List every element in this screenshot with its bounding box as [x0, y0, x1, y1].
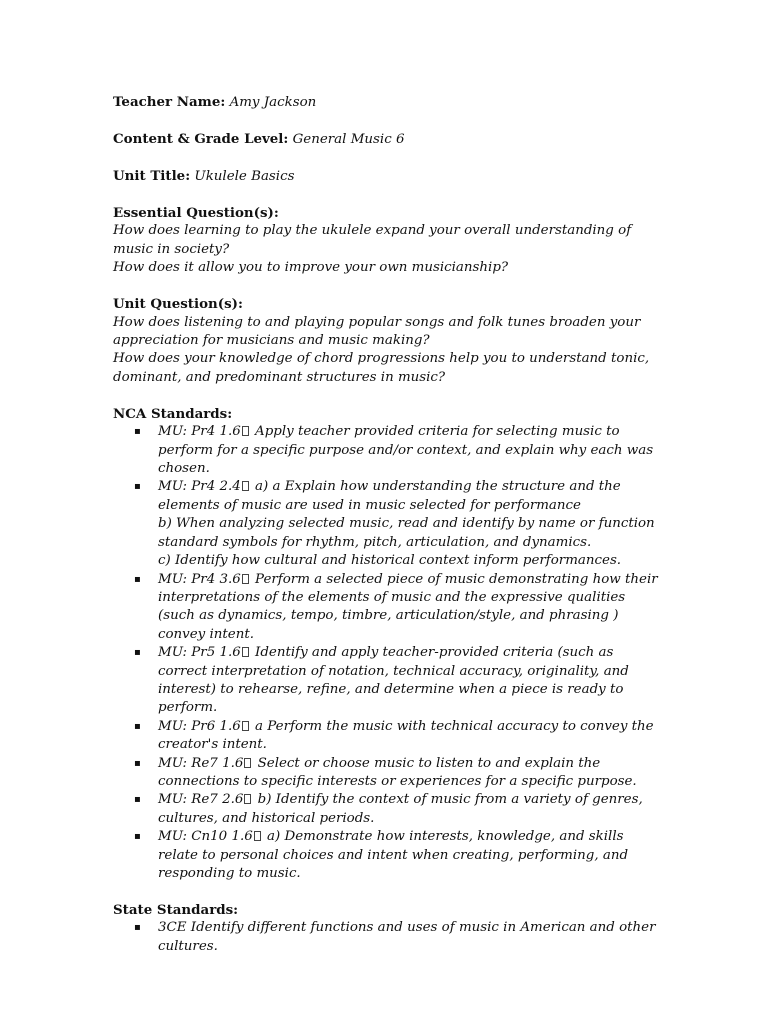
- standard-text: b) Identify the context of music from a variety of genres, cultures, and historical periods.: [158, 792, 643, 826]
- nca-standards-list: [113, 423, 658, 883]
- bullet-icon: ▪: [134, 573, 141, 585]
- list-item: [113, 755, 658, 792]
- essential-question-2: How does it allow you to improve your own musicianship?: [113, 260, 509, 276]
- essential-question-1: How does learning to play the ukulele expand your overall understanding of music in society?: [113, 223, 632, 257]
- content-grade-label: Content & Grade Level:: [113, 131, 289, 147]
- unit-title-field: [113, 167, 658, 186]
- list-item: [113, 478, 658, 570]
- standard-code: MU: Pr5 1.6: [158, 645, 241, 661]
- missing-glyph-icon: [242, 481, 249, 491]
- document-page: [113, 93, 658, 974]
- standard-subpoint: c) Identify how cultural and historical context inform performances.: [158, 553, 622, 569]
- state-standards-list: [113, 919, 658, 956]
- essential-questions-section: [113, 204, 658, 278]
- standard-code: MU: Pr4 1.6: [158, 424, 241, 440]
- unit-questions-section: [113, 295, 658, 387]
- standard-text: Apply teacher provided criteria for selecting music to perform for a specific purpose and/or context, and explain why each was chosen.: [158, 424, 654, 477]
- standard-code: MU: Pr4 3.6: [158, 571, 241, 587]
- standard-text: a Perform the music with technical accuracy to convey the creator's intent.: [158, 718, 654, 753]
- standard-code: MU: Pr6 1.6: [158, 718, 241, 734]
- unit-question-2: How does your knowledge of chord progressions help you to understand tonic, dominant, and predominant structures in music?: [113, 351, 650, 385]
- unit-title-label: Unit Title:: [113, 168, 191, 184]
- content-grade-value: General Music 6: [292, 132, 405, 147]
- nca-standards-section: [113, 405, 658, 884]
- standard-text: a) Demonstrate how interests, knowledge, and skills relate to personal choices and intent when creating, performing, and responding to music.: [158, 829, 629, 881]
- list-item: [113, 919, 658, 956]
- nca-standards-heading: NCA Standards:: [113, 405, 233, 422]
- teacher-name-label: Teacher Name:: [113, 94, 226, 110]
- standard-text: Identify and apply teacher-provided criteria (such as correct interpretation of notation, technical accuracy, originality, and interest) to rehearse, refine, and determine when a piece is ready to perform.: [158, 645, 629, 716]
- state-standards-section: [113, 901, 658, 956]
- unit-questions-heading: Unit Question(s):: [113, 296, 243, 313]
- bullet-icon: ▪: [134, 720, 141, 732]
- content-grade-field: [113, 130, 658, 149]
- standard-code: MU: Re7 1.6: [158, 755, 244, 771]
- unit-title-value: Ukulele Basics: [194, 169, 295, 184]
- list-item: [113, 644, 658, 718]
- missing-glyph-icon: [244, 794, 251, 804]
- standard-text: a) a Explain how understanding the structure and the elements of music are used in music selected for performance: [158, 479, 621, 513]
- standard-code: MU: Re7 2.6: [158, 792, 244, 808]
- list-item: [113, 828, 658, 883]
- missing-glyph-icon: [242, 721, 249, 731]
- missing-glyph-icon: [254, 831, 261, 841]
- standard-text: Perform a selected piece of music demonstrating how their interpretations of the elements of music and the expressive qualities (such as dynamics, tempo, timbre, articulation/style, and phrasing ) convey intent.: [158, 571, 658, 642]
- list-item: [113, 571, 658, 645]
- list-item: [113, 423, 658, 478]
- bullet-icon: ▪: [134, 831, 141, 843]
- essential-questions-heading: Essential Question(s):: [113, 205, 279, 221]
- teacher-name-field: [113, 93, 658, 112]
- bullet-icon: ▪: [134, 757, 141, 769]
- bullet-icon: ▪: [134, 794, 141, 806]
- bullet-icon: ▪: [134, 922, 141, 934]
- missing-glyph-icon: [242, 426, 249, 436]
- standard-text: 3CE Identify different functions and uses of music in American and other cultures.: [158, 920, 656, 954]
- list-item: [113, 718, 658, 755]
- standard-code: MU: Pr4 2.4: [158, 479, 241, 495]
- list-item: [113, 791, 658, 828]
- state-standards-heading: State Standards:: [113, 902, 239, 918]
- standard-code: MU: Cn10 1.6: [158, 829, 253, 845]
- missing-glyph-icon: [242, 574, 249, 584]
- standard-subpoint: b) When analyzing selected music, read and identify by name or function standard symbols for rhythm, pitch, articulation, and dynamics.: [158, 516, 655, 550]
- missing-glyph-icon: [244, 758, 251, 768]
- missing-glyph-icon: [242, 647, 249, 657]
- teacher-name-value: Amy Jackson: [229, 95, 317, 110]
- bullet-icon: ▪: [134, 481, 141, 493]
- bullet-icon: ▪: [134, 647, 141, 659]
- bullet-icon: ▪: [134, 426, 141, 438]
- unit-question-1: How does listening to and playing popular songs and folk tunes broaden your appreciation for musicians and music making?: [113, 314, 641, 349]
- standard-text: Select or choose music to listen to and explain the connections to specific interests or experiences for a specific purpose.: [158, 755, 637, 789]
